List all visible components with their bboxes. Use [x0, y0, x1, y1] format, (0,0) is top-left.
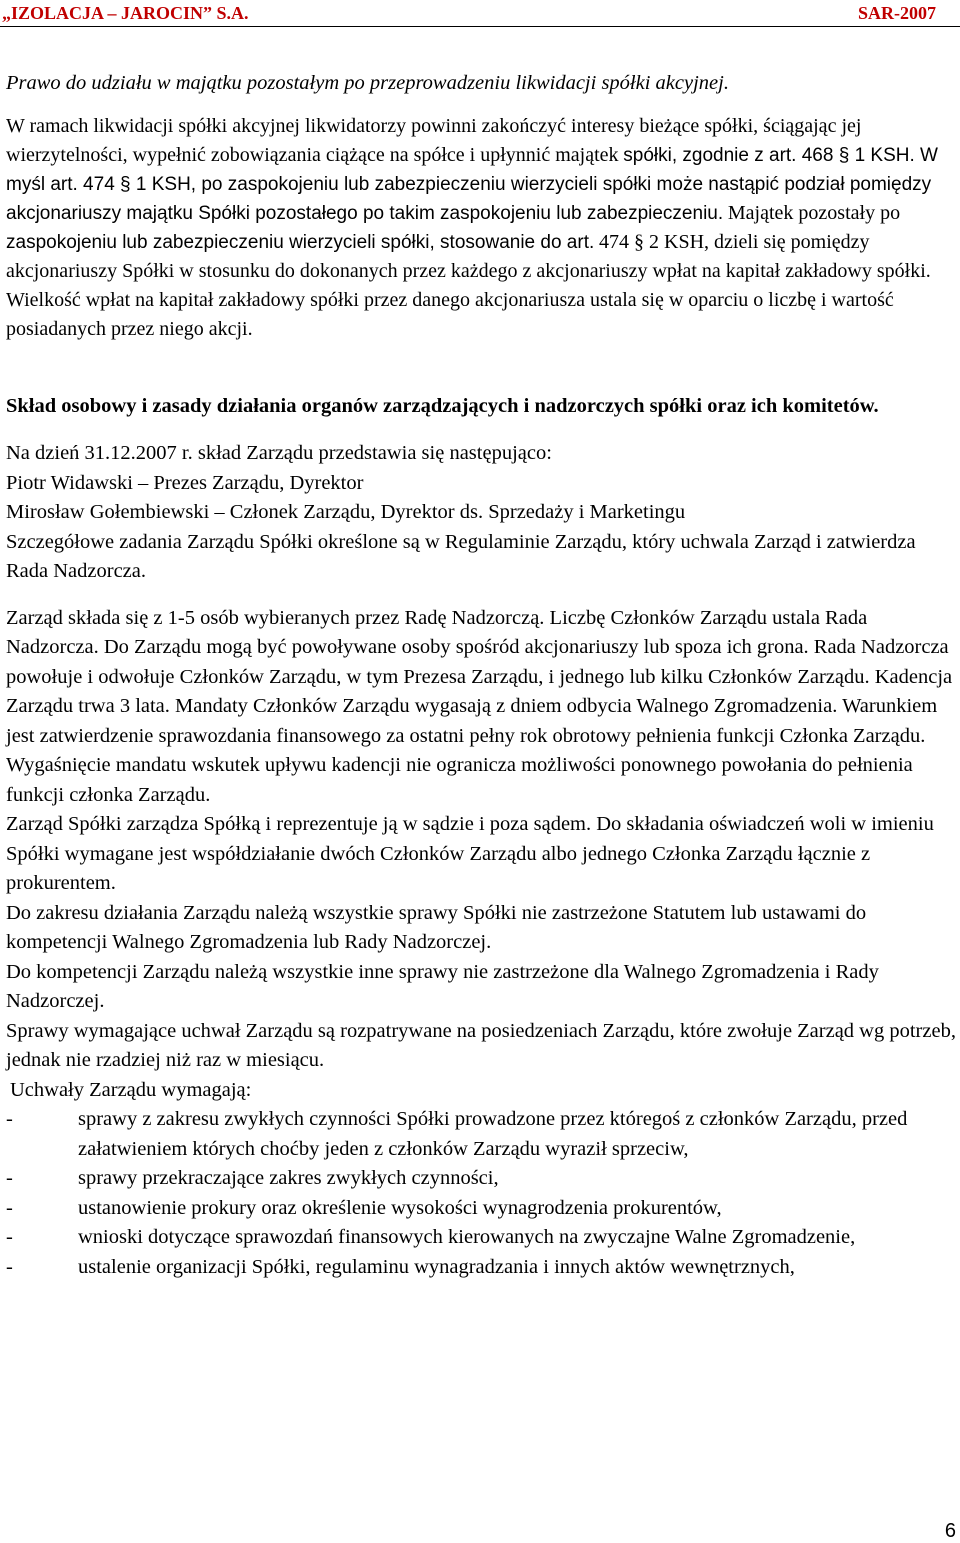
board-rules	[6, 604, 956, 1283]
list-item	[6, 1253, 956, 1283]
paragraph-competence: Do kompetencji Zarządu należą wszystkie inne sprawy nie zastrzeżone dla Walnego Zgromadzenia i Rady Nadzorczej.	[6, 960, 879, 1012]
resolutions-list	[6, 1105, 956, 1282]
paragraph-liquidation	[6, 112, 956, 344]
date-line: Na dzień 31.12.2007 r. skład Zarządu przedstawia się następująco:	[6, 442, 552, 464]
tasks-line: Szczegółowe zadania Zarządu Spółki określone są w Regulaminie Zarządu, który uchwala Zarząd i zatwierdza Rada Nadzorcza.	[6, 530, 916, 582]
list-marker: -	[6, 1226, 13, 1248]
company-name: „IZOLACJA – JAROCIN” S.A.	[2, 3, 249, 23]
resolutions-intro: Uchwały Zarządu wymagają:	[10, 1078, 252, 1101]
list-item-text: ustanowienie prokury oraz określenie wysokości wynagrodzenia prokurentów,	[78, 1196, 722, 1219]
paragraph-board-composition: Zarząd składa się z 1-5 osób wybieranych przez Radę Nadzorczą. Liczbę Członków Zarządu ustala Rada Nadzorcza. Do Zarządu mogą być powoływane osoby spośród akcjonariuszy lub spoza ich grona. Rada Nadzorcza powołuje i odwołuje Członków Zarządu, w tym Prezesa Zarządu, i jednego lub kilku Członków Zarządu. Kadencja Zarządu trwa 3 lata. Mandaty Członków Zarządu wygasają z dniem odbycia Walnego Zgromadzenia. Warunkiem jest zatwierdzenie sprawozdania finansowego za ostatni pełny rok obrotowy pełnienia funkcji Członka Zarządu. Wygaśnięcie mandatu wskutek upływu kadencji nie ogranicza możliwości ponownego powołania do pełnienia funkcji członka Zarządu.	[6, 606, 953, 806]
board-member: Piotr Widawski – Prezes Zarządu, Dyrektor	[6, 471, 364, 494]
section-heading-governance: Skład osobowy i zasady działania organów zarządzających i nadzorczych spółki oraz ich komitetów.	[6, 395, 879, 417]
paragraph-part: spółki, zgodnie z art. 468 § 1 KSH. W myśl art. 474 § 1 KSH, po zaspokojeniu lub zabezpieczeniu wierzycieli spółki może nastąpić podział pomiędzy akcjonariuszy majątku Spółki pozostałego po takim zaspokojeniu lub zabezpieczeniu.	[6, 145, 938, 224]
list-item	[6, 1194, 956, 1224]
list-item	[6, 1164, 956, 1194]
list-item	[6, 1105, 956, 1164]
list-item-text: wnioski dotyczące sprawozdań finansowych kierowanych na zwyczajne Walne Zgromadzenie,	[78, 1226, 856, 1248]
paragraph-scope: Do zakresu działania Zarządu należą wszystkie sprawy Spółki nie zastrzeżone Statutem lub ustawami do kompetencji Walnego Zgromadzenia lub Rady Nadzorczej.	[6, 901, 867, 953]
list-item	[6, 1223, 956, 1253]
board-list	[6, 439, 956, 587]
list-item-text: sprawy z zakresu zwykłych czynności Spółki prowadzone przez któregoś z członków Zarządu, przed załatwieniem których choćby jeden z członków Zarządu wyraził sprzeciw,	[78, 1108, 908, 1160]
paragraph-part: Wielkość wpłat na kapitał zakładowy spółki przez danego akcjonariusza ustala się w oparciu o liczbę i wartość posiadanych przez niego akcji.	[6, 289, 894, 340]
paragraph-part: 474 § 2 KSH, dzieli się pomiędzy akcjonariuszy Spółki w stosunku do dokonanych przez każdego z akcjonariuszy wpłat na kapitał zakładowy spółki.	[6, 231, 931, 282]
board-member: Mirosław Gołembiewski – Członek Zarządu, Dyrektor ds. Sprzedaży i Marketingu	[6, 501, 686, 523]
list-marker: -	[6, 1255, 13, 1278]
paragraph-part: Majątek pozostały po	[727, 202, 901, 224]
list-item-text: ustalenie organizacji Spółki, regulaminu wynagradzania i innych aktów wewnętrznych,	[78, 1255, 795, 1278]
report-code: SAR-2007	[857, 3, 936, 23]
section-title-liquidation: Prawo do udziału w majątku pozostałym po przeprowadzeniu likwidacji spółki akcyjnej.	[6, 72, 729, 94]
paragraph-meetings: Sprawy wymagające uchwał Zarządu są rozpatrywane na posiedzeniach Zarządu, które zwołuje Zarząd wg potrzeb, jednak nie rzadziej niż raz w miesiącu.	[6, 1019, 956, 1071]
list-marker: -	[6, 1167, 13, 1189]
list-item-text: sprawy przekraczające zakres zwykłych czynności,	[78, 1167, 499, 1189]
list-marker: -	[6, 1196, 13, 1219]
list-marker: -	[6, 1108, 13, 1130]
page-number: 6	[944, 1520, 956, 1542]
paragraph-representation: Zarząd Spółki zarządza Spółką i reprezentuje ją w sądzie i poza sądem. Do składania oświadczeń woli w imieniu Spółki wymagane jest współdziałanie dwóch Członków Zarządu albo jednego Członka Zarządu łącznie z prokurentem.	[6, 813, 934, 894]
paragraph-part: zaspokojeniu lub zabezpieczeniu wierzycieli spółki, stosowanie do art.	[6, 232, 595, 253]
page-header	[0, 0, 960, 27]
document-body	[6, 68, 956, 1282]
paragraph-part: W ramach likwidacji spółki akcyjnej likwidatorzy powinni zakończyć interesy bieżące spółki, ściągając jej wierzytelności, wypełnić zobowiązania ciążące na spółce i upłynnić majątek	[6, 115, 862, 166]
